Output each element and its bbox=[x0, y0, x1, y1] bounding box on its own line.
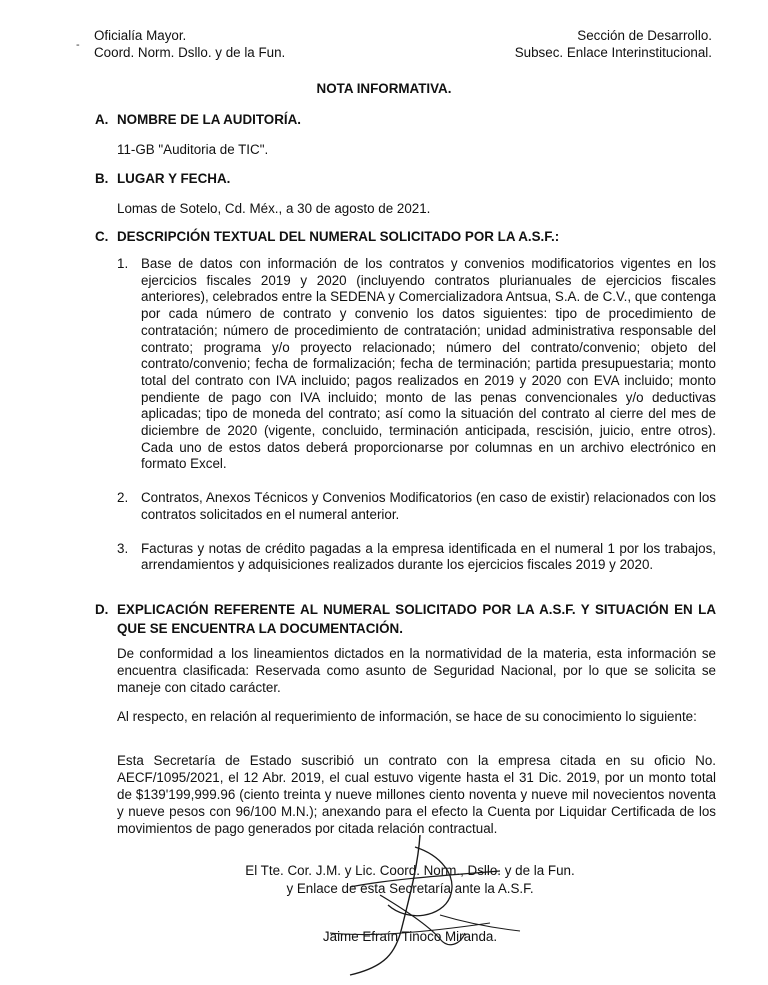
header-left-line-2: Coord. Norm. Dsllo. y de la Fun. bbox=[94, 45, 286, 60]
header-right bbox=[515, 27, 712, 61]
list-item-number: 1. bbox=[117, 256, 129, 271]
list-item-text: Facturas y notas de crédito pagadas a la empresa identificada en el numeral 1 por los trabajos, arrendamientos y adquisiciones realizados durante los ejercicios fiscales 2019 y 2020. bbox=[141, 540, 716, 573]
signature-line-1: El Tte. Cor. J.M. y Lic. Coord. Norm., Dsllo. y de la Fun. bbox=[245, 863, 575, 878]
section-d-paragraph-1: De conformidad a los lineamientos dictados en la normatividad de la materia, esta información se encuentra clasificada: Reservada como asunto de Seguridad Nacional, por lo que se solicita se maneje con citado carácter. bbox=[117, 646, 716, 695]
section-d-paragraph-2: Al respecto, en relación al requerimiento de información, se hace de su conocimiento lo siguiente: bbox=[117, 709, 697, 724]
list-item-text: Base de datos con información de los contratos y convenios modificatorios vigentes en los ejercicios fiscales 2019 y 2020 (incluyendo contratos plurianuales de ejercicios fiscales anteriores), celebrados entre la SEDENA y Comercializadora Antsua, S.A. de C.V., que contenga por cada número de contrato y convenio los datos siguientes: tipo de procedimiento de contratación; número de procedimiento de contratación; unidad administrativa responsable del contrato; programa y/o proyecto relacionado; número del contrato/convenio; objeto del contrato/convenio; fecha de formalización; fecha de terminación; partida presupuestaria; monto total del contrato con IVA incluido; pagos realizados en 2019 y 2020 con EVA incluido; monto pendiente de pago con IVA incluido; monto de las penas convencionales y/o deductivas aplicadas; tipo de moneda del contrato; así como la situación del contrato al cierre del mes de diciembre de 2020 (vigente, concluido, terminación anticipada, rescisión, juicio, entre otros). Cada uno de estos datos deberá proporcionarse por columnas en un archivo electrónico en formato Excel. bbox=[141, 256, 716, 472]
section-c-list bbox=[117, 256, 716, 591]
margin-mark: - bbox=[76, 39, 80, 51]
handwritten-signature bbox=[290, 835, 550, 980]
list-item bbox=[117, 256, 716, 473]
list-item bbox=[117, 490, 716, 523]
section-c-title: DESCRIPCIÓN TEXTUAL DEL NUMERAL SOLICITADO POR LA A.S.F.: bbox=[117, 229, 560, 244]
section-a-letter: A. bbox=[95, 112, 109, 127]
section-a-heading bbox=[95, 112, 301, 127]
signatory-name: Jaime Efraín Tinoco Miranda. bbox=[322, 929, 498, 944]
list-item-number: 3. bbox=[117, 540, 129, 556]
section-d-letter: D. bbox=[95, 602, 109, 617]
section-a-text: 11-GB "Auditoria de TIC". bbox=[117, 142, 269, 157]
signature-line-2: y Enlace de esta Secretaría ante la A.S.F. bbox=[286, 881, 534, 896]
section-a-title: NOMBRE DE LA AUDITORÍA. bbox=[117, 112, 301, 127]
section-b-text: Lomas de Sotelo, Cd. Méx., a 30 de agosto de 2021. bbox=[117, 201, 431, 216]
section-b-letter: B. bbox=[95, 171, 109, 186]
list-item-text: Contratos, Anexos Técnicos y Convenios Modificatorios (en caso de existir) relacionados con los contratos solicitados en el numeral anterior. bbox=[141, 490, 716, 522]
header-right-line-1: Sección de Desarrollo. bbox=[577, 28, 712, 43]
header-right-line-2: Subsec. Enlace Interinstitucional. bbox=[514, 45, 712, 60]
header-left bbox=[94, 27, 285, 61]
document-title: NOTA INFORMATIVA. bbox=[316, 81, 452, 96]
section-d-heading bbox=[95, 600, 716, 638]
list-item bbox=[117, 541, 716, 574]
section-d-paragraph-3: Esta Secretaría de Estado suscribió un contrato con la empresa citada en su oficio No. AECF/1095/2021, el 12 Abr. 2019, el cual estuvo vigente hasta el 31 Dic. 2019, por un monto total de $139'199,999.96 (ciento treinta y nueve millones ciento noventa y nueve mil novecientos noventa y nueve pesos con 96/100 M.N.); anexando para el efecto la Cuenta por Liquidar Certificada de los movimientos de pago generados por citada relación contractual. bbox=[117, 753, 716, 836]
section-b-title: LUGAR Y FECHA. bbox=[117, 171, 231, 186]
section-d-title: EXPLICACIÓN REFERENTE AL NUMERAL SOLICITADO POR LA A.S.F. Y SITUACIÓN EN LA QUE SE ENCUENTRA LA DOCUMENTACIÓN. bbox=[117, 602, 716, 636]
list-item-number: 2. bbox=[117, 490, 129, 506]
header-left-line-1: Oficialía Mayor. bbox=[94, 28, 187, 43]
section-b-heading bbox=[95, 171, 230, 186]
section-c-letter: C. bbox=[95, 229, 109, 244]
section-c-heading bbox=[95, 229, 559, 244]
